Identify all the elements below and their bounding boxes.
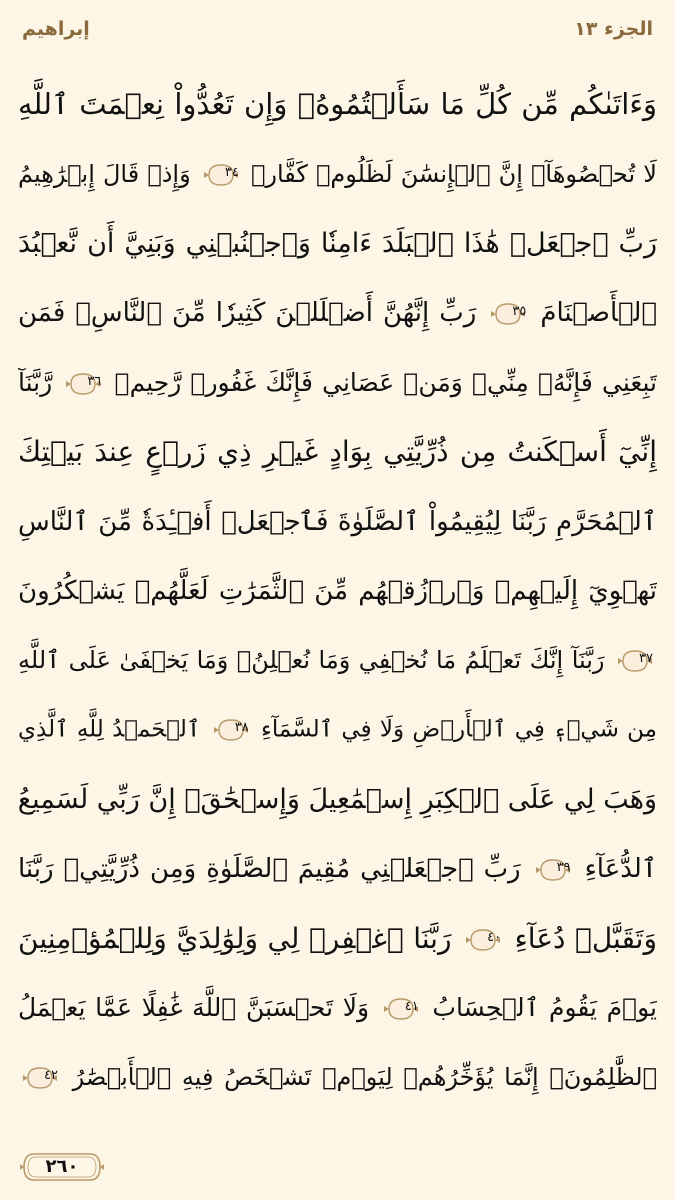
verse-text: وَلَا تَحۡسَبَنَّ ٱللَّهَ غَٰفِلًا عَمَّا يَعۡمَلُ bbox=[18, 993, 370, 1023]
line-content bbox=[18, 435, 657, 469]
verse-text: إِنِّيٓ أَسۡكَنتُ مِن ذُرِّيَّتِي بِوَادٍ غَيۡرِ ذِي زَرۡعٍ عِندَ بَيۡتِكَ bbox=[18, 435, 657, 469]
verse-text: ٱلۡأَصۡنَامَ bbox=[540, 298, 657, 329]
text-line bbox=[18, 1043, 657, 1113]
ayah-number: ٤٠ bbox=[487, 929, 502, 945]
verse-text: تَهۡوِيٓ إِلَيۡهِمۡ وَٱرۡزُقۡهُم مِّنَ ٱلثَّمَرَٰتِ لَعَلَّهُمۡ يَشۡكُرُونَ bbox=[18, 576, 657, 607]
line-content bbox=[18, 784, 657, 816]
line-content bbox=[18, 854, 657, 885]
line-content bbox=[18, 159, 657, 188]
ayah-end-marker bbox=[465, 928, 501, 952]
text-line bbox=[18, 626, 657, 696]
text-line bbox=[18, 70, 657, 140]
ayah-number: ٣٨ bbox=[234, 720, 249, 736]
verse-text: رَبِّ إِنَّهُنَّ أَضۡلَلۡنَ كَثِيرٗا مِّنَ ٱلنَّاسِۖ فَمَن bbox=[18, 298, 477, 329]
verse-text: يَوۡمَ يَقُومُ ٱلۡحِسَابُ bbox=[432, 993, 657, 1023]
ayah-number: ٤١ bbox=[404, 999, 419, 1015]
ayah-end-marker bbox=[65, 372, 101, 396]
line-content bbox=[18, 298, 657, 329]
line-content bbox=[18, 718, 657, 742]
line-content bbox=[18, 228, 657, 260]
verse-text: وَتَقَبَّلۡ دُعَآءِ bbox=[514, 921, 657, 955]
surah-name: إبراهيم bbox=[22, 18, 90, 40]
ayah-end-marker bbox=[383, 997, 419, 1021]
text-line bbox=[18, 974, 657, 1044]
text-line bbox=[18, 835, 657, 905]
text-line bbox=[18, 418, 657, 488]
ayah-number: ٣٩ bbox=[556, 859, 571, 875]
text-line bbox=[18, 487, 657, 557]
ayah-end-marker bbox=[535, 858, 571, 882]
ayah-end-marker bbox=[203, 163, 239, 187]
line-content bbox=[18, 648, 657, 673]
page-header bbox=[22, 14, 653, 50]
verse-text: وَءَاتَىٰكُم مِّن كُلِّ مَا سَأَلۡتُمُوهُۚ وَإِن تَعُدُّواْ نِعۡمَتَ ٱللَّهِ bbox=[18, 87, 657, 122]
text-line bbox=[18, 140, 657, 210]
verse-text: رَبِّ ٱجۡعَلۡنِي مُقِيمَ ٱلصَّلَوٰةِ وَمِن ذُرِّيَّتِيۚ رَبَّنَا bbox=[18, 854, 521, 885]
verse-text: رَبِّ ٱجۡعَلۡ هَٰذَا ٱلۡبَلَدَ ءَامِنٗا وَٱجۡنُبۡنِي وَبَنِيَّ أَن نَّعۡبُدَ bbox=[18, 228, 657, 260]
ayah-number: ٣٤ bbox=[224, 164, 239, 180]
verse-text: وَإِذۡ قَالَ إِبۡرَٰهِيمُ bbox=[18, 159, 191, 188]
ayah-end-marker bbox=[490, 302, 526, 326]
text-line bbox=[18, 348, 657, 418]
verse-text: ٱلۡمُحَرَّمِ رَبَّنَا لِيُقِيمُواْ ٱلصَّلَوٰةَ فَٱجۡعَلۡ أَفۡـِٔدَةٗ مِّنَ ٱلنَّاسِ bbox=[18, 506, 657, 537]
ayah-end-marker bbox=[213, 718, 249, 742]
verse-text: رَبَّنَا ٱغۡفِرۡ لِي وَلِوَٰلِدَيَّ وَلِلۡمُؤۡمِنِينَ bbox=[18, 921, 452, 955]
text-line bbox=[18, 765, 657, 835]
verse-text: ٱلظَّٰلِمُونَۚ إِنَّمَا يُؤَخِّرُهُمۡ لِيَوۡمٖ تَشۡخَصُ فِيهِ ٱلۡأَبۡصَٰرُ bbox=[72, 1063, 657, 1092]
ayah-end-marker bbox=[617, 649, 653, 673]
ayah-number: ٤٢ bbox=[44, 1068, 58, 1084]
ayah-end-marker bbox=[22, 1066, 58, 1090]
line-content bbox=[18, 576, 657, 607]
ayah-number: ٣٧ bbox=[639, 651, 653, 667]
ayah-number: ٣٦ bbox=[87, 373, 102, 389]
juz-label: الجزء ١٣ bbox=[574, 18, 653, 40]
text-line bbox=[18, 209, 657, 279]
verse-text: لَا تُحۡصُوهَآۗ إِنَّ ٱلۡإِنسَٰنَ لَظَلُومٞ كَفَّارٞ bbox=[250, 159, 657, 188]
line-content bbox=[18, 506, 657, 537]
verse-text: مِن شَيۡءٖ فِي ٱلۡأَرۡضِ وَلَا فِي ٱلسَّمَآءِ bbox=[261, 716, 657, 743]
text-line bbox=[18, 696, 657, 766]
line-content bbox=[18, 87, 657, 122]
verse-text: ٱلۡحَمۡدُ لِلَّهِ ٱلَّذِي bbox=[18, 716, 201, 743]
verse-text: تَبِعَنِي فَإِنَّهُۥ مِنِّيۖ وَمَنۡ عَصَانِي فَإِنَّكَ غَفُورٞ رَّحِيمٞ bbox=[114, 367, 657, 397]
text-line bbox=[18, 279, 657, 349]
verse-text: وَهَبَ لِي عَلَى ٱلۡكِبَرِ إِسۡمَٰعِيلَ وَإِسۡحَٰقَۚ إِنَّ رَبِّي لَسَمِيعُ bbox=[18, 784, 657, 816]
line-content bbox=[18, 1065, 657, 1090]
line-content bbox=[18, 995, 657, 1021]
line-content bbox=[18, 921, 657, 955]
line-content bbox=[18, 367, 657, 397]
verse-text: رَّبَّنَآ bbox=[18, 367, 53, 397]
page-number: ٢٦٠ bbox=[45, 1156, 79, 1177]
verse-text: رَبَّنَآ إِنَّكَ تَعۡلَمُ مَا نُخۡفِي وَمَا نُعۡلِنُۗ وَمَا يَخۡفَىٰ عَلَى ٱللَّهِ bbox=[18, 646, 605, 675]
text-line bbox=[18, 904, 657, 974]
verse-text: ٱلدُّعَآءِ bbox=[584, 854, 657, 885]
text-line bbox=[18, 557, 657, 627]
quran-text-block bbox=[18, 70, 657, 1113]
ayah-number: ٣٥ bbox=[512, 303, 527, 319]
page-number-badge bbox=[20, 1150, 104, 1184]
